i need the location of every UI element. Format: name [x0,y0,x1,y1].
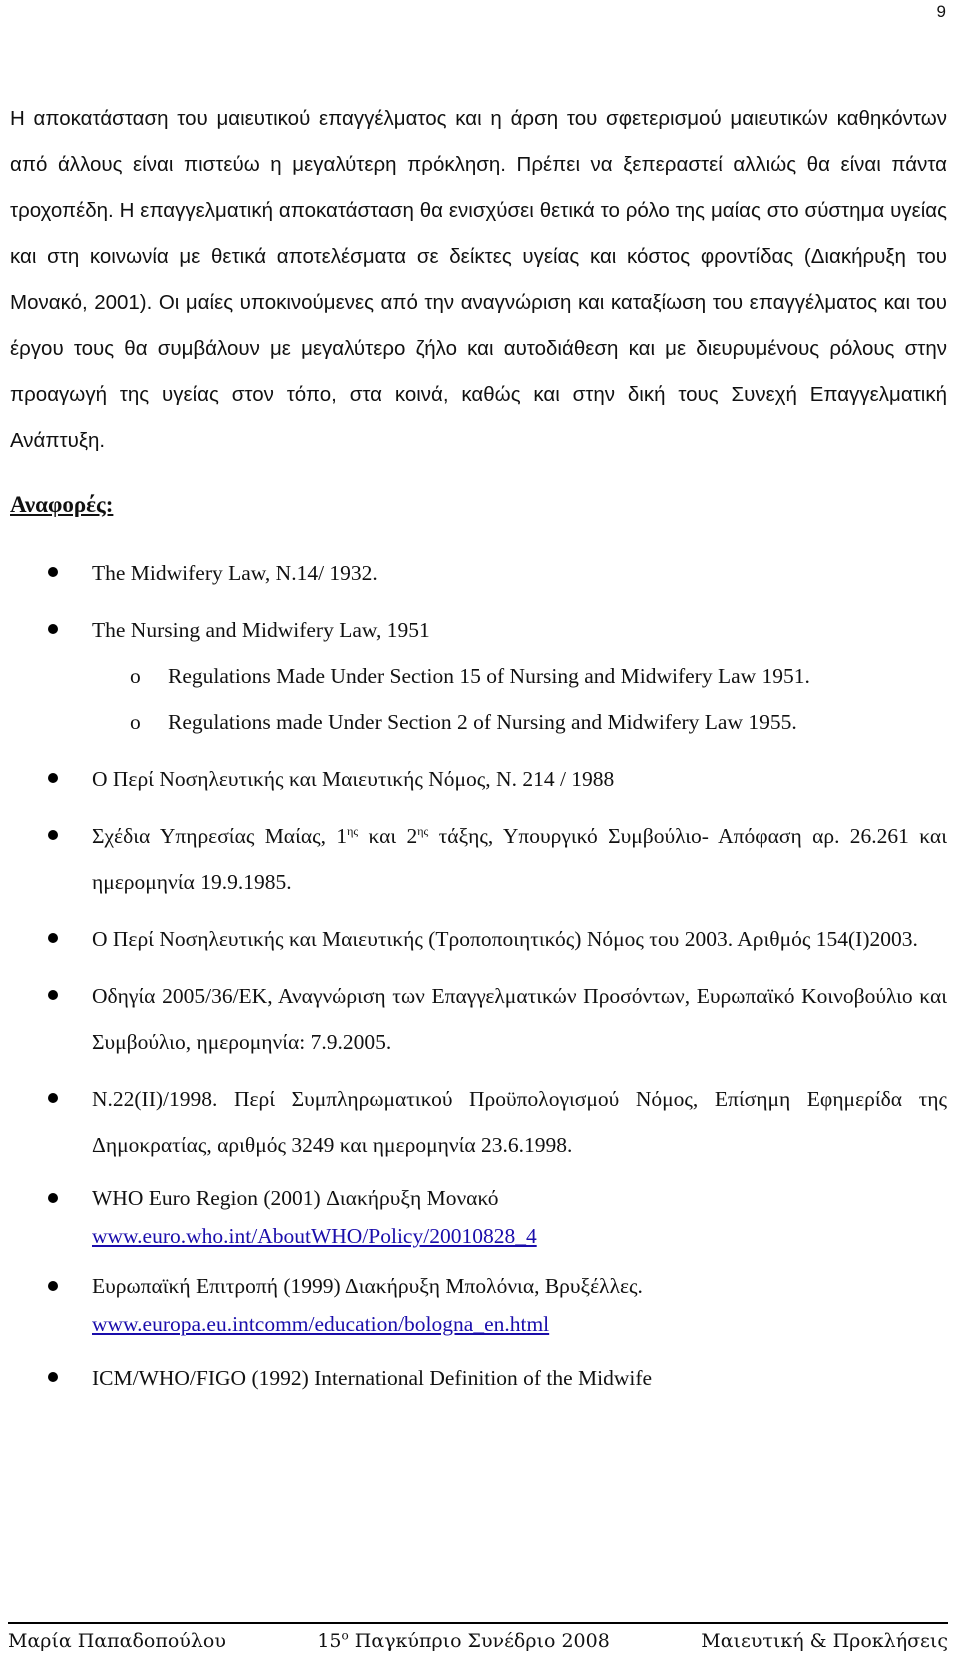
reference-link[interactable]: www.euro.who.int/AboutWHO/Policy/20010828_4 [92,1224,537,1248]
superscript: ης [347,823,359,838]
reference-item [10,756,947,802]
page-content [10,96,947,1412]
bullet-icon [48,624,58,634]
reference-item [10,1355,947,1401]
reference-text: Ο Περί Νοσηλευτικής και Μαιευτικής (Τροποποιητικός) Νόμος του 2003. Αριθμός 154(Ι)2003. [92,927,918,951]
reference-item [10,1179,947,1255]
reference-text: Ευρωπαϊκή Επιτροπή (1999) Διακήρυξη Μπολόνια, Βρυξέλλες. [92,1274,643,1298]
reference-text: Ο Περί Νοσηλευτικής και Μαιευτικής Νόμος, Ν. 214 / 1988 [92,767,615,791]
reference-link[interactable]: www.europa.eu.intcomm/education/bologna_en.html [92,1312,550,1336]
references-list [10,550,947,1401]
bullet-icon [48,567,58,577]
reference-text: WHO Euro Region (2001) Διακήρυξη Μονακό [92,1186,499,1210]
reference-item [10,973,947,1065]
reference-item [10,916,947,962]
references-heading: Αναφορές: [10,492,114,517]
intro-paragraph: Η αποκατάσταση του μαιευτικού επαγγέλματος και η άρση του σφετερισμού μαιευτικών καθηκόντων από άλλους είναι πιστεύω η μεγαλύτερη πρόκληση. Πρέπει να ξεπεραστεί αλλιώς θα είναι πάντα τροχοπέδη. Η επαγγελματική αποκατάσταση θα ενισχύσει θετικά το ρόλο της μαίας στο σύστημα υγείας και στη κοινωνία με θετικά αποτελέσματα σε δείκτες υγείας και κόστος φροντίδας (Διακήρυξη του Μονακό, 2001). Οι μαίες υποκινούμενες από την αναγνώριση και καταξίωση του επαγγέλματος και του έργου τους θα συμβάλουν με μεγαλύτερο ζήλο και αυτοδιάθεση και με διευρυμένους ρόλους στην προαγωγή της υγείας στον τόπο, στα κοινά, καθώς και στην δική τους Συνεχή Επαγγελματική Ανάπτυξη. [10,107,947,452]
sub-reference-item [92,699,947,745]
bullet-icon [48,830,58,840]
reference-text: Οδηγία 2005/36/ΕΚ, Αναγνώριση των Επαγγελματικών Προσόντων, Ευρωπαϊκό Κοινοβούλιο και Συμβούλιο, ημερομηνία: 7.9.2005. [92,984,947,1054]
bullet-icon [48,1372,58,1382]
bullet-icon [48,933,58,943]
reference-text: The Nursing and Midwifery Law, 1951 [92,618,430,642]
sub-reference-text: Regulations Made Under Section 15 of Nursing and Midwifery Law 1951. [168,664,810,688]
reference-item [10,1267,947,1343]
page-number: 9 [936,2,946,21]
reference-item [10,607,947,745]
footer-conference [317,1630,610,1652]
circle-bullet-icon: o [130,664,141,688]
footer-conference-title: Παγκύπριο Συνέδριο 2008 [348,1630,610,1652]
bullet-icon [48,1093,58,1103]
footer-divider [8,1622,948,1624]
sub-reference-text: Regulations made Under Section 2 of Nursing and Midwifery Law 1955. [168,710,797,734]
reference-text: Ν.22(ΙΙ)/1998. Περί Συμπληρωματικού Προϋπολογισμού Νόμος, Επίσημη Εφημερίδα της Δημοκρατίας, αριθμός 3249 και ημερομηνία 23.6.1998. [92,1087,947,1157]
reference-text: The Midwifery Law, N.14/ 1932. [92,561,378,585]
bullet-icon [48,773,58,783]
sub-references-list [92,653,947,745]
bullet-icon [48,1193,58,1203]
circle-bullet-icon: o [130,710,141,734]
reference-item [10,1076,947,1168]
footer-conference-number: 15 [317,1630,342,1652]
bullet-icon [48,990,58,1000]
reference-text: ICM/WHO/FIGO (1992) International Definition of the Midwife [92,1366,653,1390]
reference-text: τάξης, Υπουργικό Συμβούλιο- Απόφαση αρ. 26.261 και ημερομηνία 19.9.1985. [92,824,947,894]
reference-item [10,550,947,596]
footer-author: Μαρία Παπαδοπούλου [8,1630,226,1652]
reference-item [10,813,947,905]
page-footer [8,1630,948,1652]
superscript: ης [417,823,429,838]
footer-topic: Μαιευτική & Προκλήσεις [701,1630,948,1652]
sub-reference-item [92,653,947,699]
footer-superscript: ο [341,1628,349,1643]
reference-text: και 2 [358,824,418,848]
reference-text: Σχέδια Υπηρεσίας Μαίας, 1 [92,824,348,848]
bullet-icon [48,1281,58,1291]
